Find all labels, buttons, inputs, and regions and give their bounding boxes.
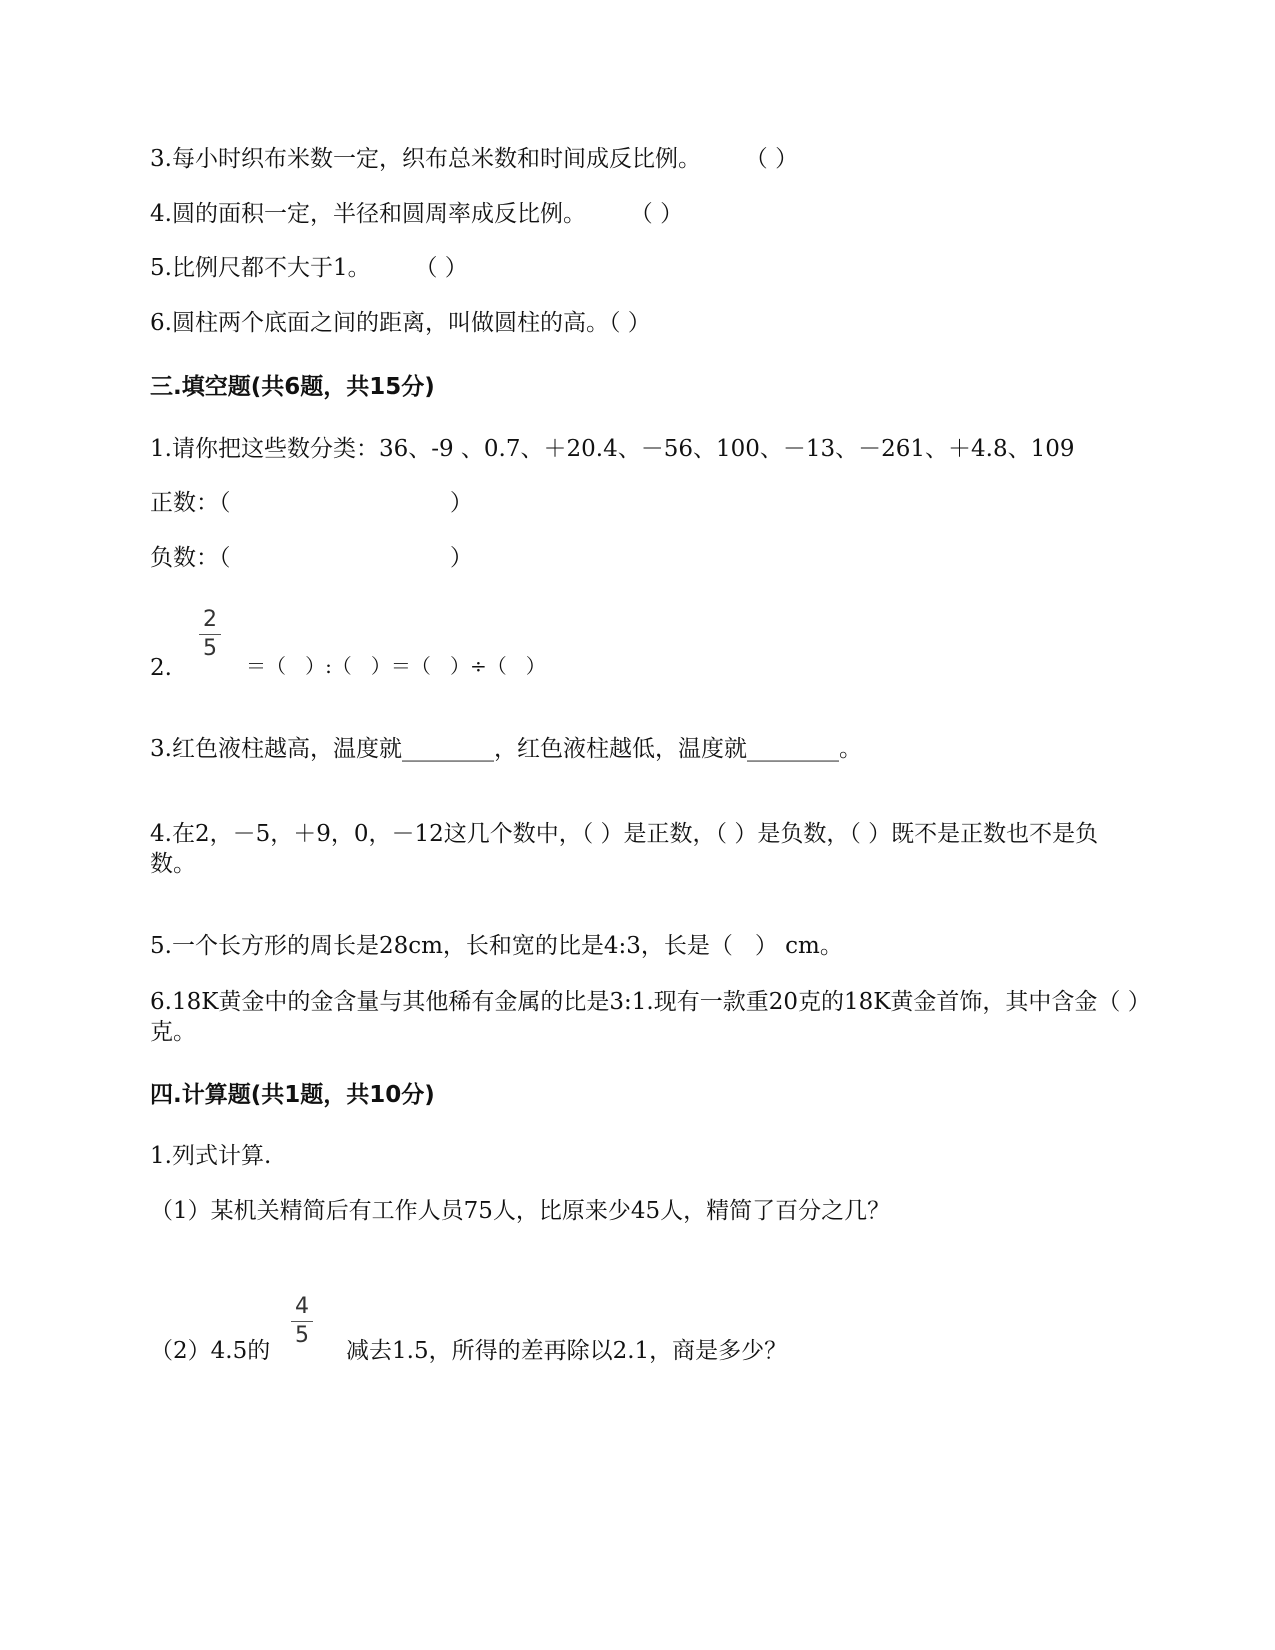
calc-subquestion-1: （1）某机关精简后有工作人员75人，比原来少45人，精简了百分之几？ bbox=[150, 1198, 891, 1224]
fill-question-1: 1.请你把这些数分类：36、-9 、0.7、＋20.4、－56、100、－13、－261、＋4.8、109 bbox=[150, 436, 1075, 462]
fraction-bar bbox=[199, 634, 221, 635]
judgment-item-3: 3.每小时织布米数一定，织布总米数和时间成反比例。 （ ） bbox=[150, 146, 799, 172]
fraction-two-fifths bbox=[196, 608, 224, 661]
judgment-item-6: 6.圆柱两个底面之间的距离，叫做圆柱的高。（ ） bbox=[150, 310, 651, 336]
section-heading-fill-in: 三.填空题(共6题，共15分) bbox=[150, 374, 435, 400]
fill-question-6: 6.18K黄金中的金含量与其他稀有金属的比是3:1.现有一款重20克的18K黄金首饰，其中含金（ ）克。 bbox=[150, 989, 1140, 1045]
judgment-item-5: 5.比例尺都不大于1。 （ ） bbox=[150, 255, 468, 281]
judgment-item-4: 4.圆的面积一定，半径和圆周率成反比例。 （ ） bbox=[150, 201, 684, 227]
fill-question-4: 4.在2，－5，＋9，0，－12这几个数中，（ ）是正数，（ ）是负数，（ ）既不是正数也不是负数。 bbox=[150, 821, 1099, 877]
calc-question-1: 1.列式计算. bbox=[150, 1143, 272, 1169]
fraction-bar bbox=[291, 1321, 313, 1322]
positive-numbers-blank: 正数：（ ） bbox=[150, 490, 473, 516]
fraction-numerator: 2 bbox=[203, 607, 217, 632]
fraction-four-fifths bbox=[288, 1295, 316, 1348]
fraction-denominator: 5 bbox=[203, 636, 217, 661]
fill-question-2-ratio: ＝（ ）:（ ）＝（ ）÷（ ） bbox=[246, 654, 546, 678]
section-heading-calculation: 四.计算题(共1题，共10分) bbox=[150, 1082, 435, 1108]
negative-numbers-blank: 负数：（ ） bbox=[150, 545, 473, 571]
fill-question-3: 3.红色液柱越高，温度就________，红色液柱越低，温度就________。 bbox=[150, 736, 862, 762]
fill-question-5: 5.一个长方形的周长是28cm，长和宽的比是4:3，长是（ ） cm。 bbox=[150, 933, 843, 959]
fraction-denominator: 5 bbox=[295, 1323, 309, 1348]
fill-question-2-number: 2. bbox=[150, 655, 172, 681]
calc-subquestion-2-prefix: （2）4.5的 bbox=[150, 1338, 271, 1364]
fraction-numerator: 4 bbox=[295, 1294, 309, 1319]
calc-subquestion-2-rest: 减去1.5，所得的差再除以2.1，商是多少？ bbox=[346, 1338, 788, 1364]
